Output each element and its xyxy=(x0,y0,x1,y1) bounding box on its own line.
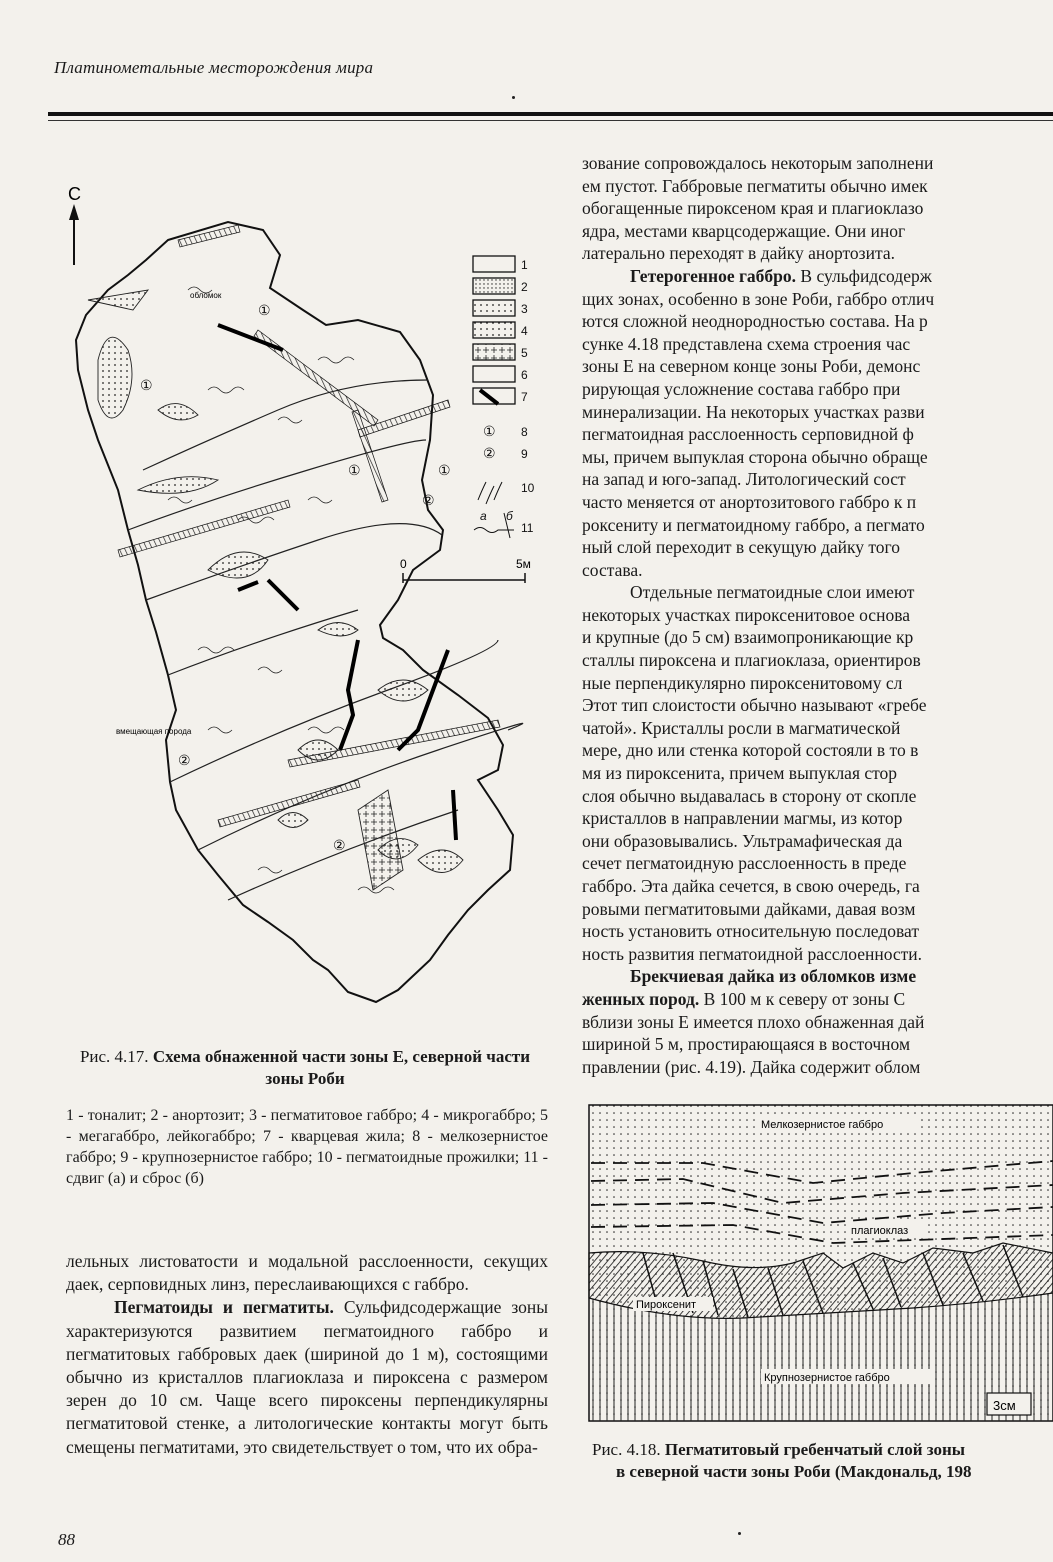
text-line: и крупные (до 5 см) взаимопроникающие кр xyxy=(582,627,914,648)
svg-text:②: ② xyxy=(483,445,496,461)
label-coarse-gabbro: Крупнозернистое габбро xyxy=(764,1372,890,1384)
text-line: ность установить относительную последоват xyxy=(582,921,919,942)
text-line: шириной 5 м, простирающаяся в восточном xyxy=(582,1034,911,1055)
right-column-text xyxy=(582,152,1053,1078)
paragraph: Пегматоиды и пегматиты. Сульфидсодержащие зоны характеризуются развитием пегматоидного габбро и пегматитовых габбровых даек (шириной до 1 м), состоящими обычно из кристаллов плагиоклаза и пироксена с размером зерен до 10 см. Чаще всего пироксены перпендикулярны пегматитовой стенке, а литологические контакты могут быть смещены пегматитами, это свидетельствует о том, что их обра- xyxy=(66,1297,548,1457)
text-line: латерально переходят в дайку анортозита. xyxy=(582,243,895,264)
text-line: они образовывались. Ультрамафическая да xyxy=(582,830,903,851)
svg-text:9: 9 xyxy=(521,447,528,461)
text-line: ный слой переходит в секущую дайку того xyxy=(582,537,901,558)
text-line: ем пустот. Габбровые пегматиты обычно имек xyxy=(582,175,928,196)
figure-4-18-diagram xyxy=(583,1103,1053,1423)
left-column-text xyxy=(66,1250,548,1459)
figure-4-17-map xyxy=(58,170,558,1030)
text-line: часто меняется от анортозитового габбро к п xyxy=(582,491,917,512)
svg-text:①: ① xyxy=(438,462,451,478)
text-line xyxy=(582,965,1053,988)
north-label: С xyxy=(68,184,81,204)
svg-text:6: 6 xyxy=(521,368,528,382)
svg-text:а: а xyxy=(480,509,487,523)
svg-text:8: 8 xyxy=(521,425,528,439)
header-rule-thin xyxy=(48,120,1053,121)
svg-text:1: 1 xyxy=(521,258,528,272)
text-line: мере, дно или стенка которой состояли в то в xyxy=(582,740,919,761)
label-fine-gabbro: Мелкозернистое габбро xyxy=(761,1119,884,1131)
text-line: зование сопровождалось некоторым заполнени xyxy=(582,153,934,173)
section-heading: Гетерогенное габбро. xyxy=(630,265,797,286)
text-line: минерализации. На некоторых участках разви xyxy=(582,401,925,422)
svg-text:4: 4 xyxy=(521,324,528,338)
svg-text:5м: 5м xyxy=(516,557,531,571)
running-title: Платинометальные месторождения мира xyxy=(54,58,374,77)
text-line: Этот тип слоистости обычно называют «гребе xyxy=(582,695,927,716)
text-line: ные перпендикулярно пироксенитовому сл xyxy=(582,672,903,693)
text-line: мя из пироксенита, причем выпуклая стор xyxy=(582,763,898,784)
paragraph: лельных листоватости и модальной расслоенности, секущих даек, серповидных линз, переслаивающихся с габбро. xyxy=(66,1251,548,1295)
text-line: габбро. Эта дайка сечется, в свою очередь, га xyxy=(582,876,920,896)
text-line: зоны Е на северном конце зоны Роби, демонс xyxy=(582,356,921,377)
svg-text:б: б xyxy=(506,509,513,523)
svg-text:5: 5 xyxy=(521,346,528,360)
figure-4-17-legend: 1 - тоналит; 2 - анортозит; 3 - пегматитовое габбро; 4 - микрогаббро; 5 - мегагаббро, лейкогаббро; 7 - кварцевая жила; 8 - мелкозернистое габбро; 9 - крупнозернистое габбро; 10 - пегматоидные прожилки; 11 - сдвиг (а) и сброс (б) xyxy=(66,1107,548,1187)
section-heading: Пегматоиды и пегматиты. xyxy=(114,1297,334,1318)
text-line: ядра, местами кварцсодержащие. Они иног xyxy=(582,220,906,241)
svg-text:①: ① xyxy=(348,462,361,478)
header-rule xyxy=(48,112,1053,116)
text-line: правлении (рис. 4.19). Дайка содержит облом xyxy=(582,1056,921,1077)
text-line: женных пород. В 100 м к северу от зоны С xyxy=(582,988,906,1009)
svg-text:2: 2 xyxy=(521,280,528,294)
section-heading: женных пород. xyxy=(582,988,700,1009)
text-line: некоторых участках пироксенитовое основа xyxy=(582,604,910,625)
text-line: щих зонах, особенно в зоне Роби, габбро отлич xyxy=(582,288,935,309)
text-line: ность развития пегматоидной расслоенности. xyxy=(582,943,923,964)
svg-text:②: ② xyxy=(422,492,435,508)
section-heading: Брекчиевая дайка из обломков изме xyxy=(630,966,917,987)
text-line: ются сложной неоднородностью состава. На р xyxy=(582,311,928,332)
text-line: Отдельные пегматоидные слои имеют xyxy=(630,582,915,603)
text-line: вблизи зоны Е имеется плохо обнаженная дай xyxy=(582,1011,925,1032)
text-line: сталлы пироксена и плагиоклаза, ориентиров xyxy=(582,650,921,671)
svg-text:11: 11 xyxy=(521,521,534,535)
text-line: обогащенные пироксеном края и плагиоклазо xyxy=(582,198,924,219)
svg-text:①: ① xyxy=(258,302,271,318)
text-line: сечет пегматоидную расслоенность в преде xyxy=(582,853,907,874)
svg-text:10: 10 xyxy=(521,481,535,495)
figure-4-18-caption: Рис. 4.18. Пегматитовый гребенчатый слой зоны в северной части зоны Роби (Макдональд, 198 xyxy=(592,1440,972,1481)
svg-text:②: ② xyxy=(178,752,191,768)
text-line: сунке 4.18 представлена схема строения час xyxy=(582,333,911,354)
svg-text:①: ① xyxy=(140,377,153,393)
text-line: на запад и юго-запад. Литологический сост xyxy=(582,469,906,490)
text-line: мы, причем выпуклая сторона обычно обраще xyxy=(582,446,928,467)
text-line: Гетерогенное габбро. В сульфидсодерж xyxy=(630,265,932,286)
text-line: кристаллов в направлении магмы, из котор xyxy=(582,808,903,829)
page-number: 88 xyxy=(58,1530,75,1549)
svg-text:вмещающая порода: вмещающая порода xyxy=(116,727,192,736)
text-line: чатой». Кристаллы росли в магматической xyxy=(582,717,901,738)
svg-text:②: ② xyxy=(333,837,346,853)
svg-text:обломок: обломок xyxy=(190,291,222,300)
text-line: пегматоидная расслоенность серповидной ф xyxy=(582,424,914,445)
speck xyxy=(512,96,515,99)
text-line: рирующая усложнение состава габбро при xyxy=(582,378,901,399)
scale-label: 3см xyxy=(993,1398,1016,1413)
text-line: состава. xyxy=(582,559,643,580)
svg-text:0: 0 xyxy=(400,557,407,571)
text-line: слоя обычно выдавалась в сторону от скопле xyxy=(582,785,917,806)
text-line: роксениту и пегматоидному габбро, а пегмато xyxy=(582,514,925,535)
text-line: ровыми пегматитовыми дайками, давая возм xyxy=(582,898,916,919)
svg-text:3: 3 xyxy=(521,302,528,316)
speck xyxy=(738,1532,741,1535)
label-plagioclase: плагиоклаз xyxy=(851,1225,909,1237)
svg-text:7: 7 xyxy=(521,390,528,404)
figure-4-17-caption: Рис. 4.17. Схема обнаженной части зоны Е, северной части зоны Роби xyxy=(79,1047,531,1088)
label-pyroxenite: Пироксенит xyxy=(636,1299,697,1311)
svg-text:①: ① xyxy=(483,423,496,439)
